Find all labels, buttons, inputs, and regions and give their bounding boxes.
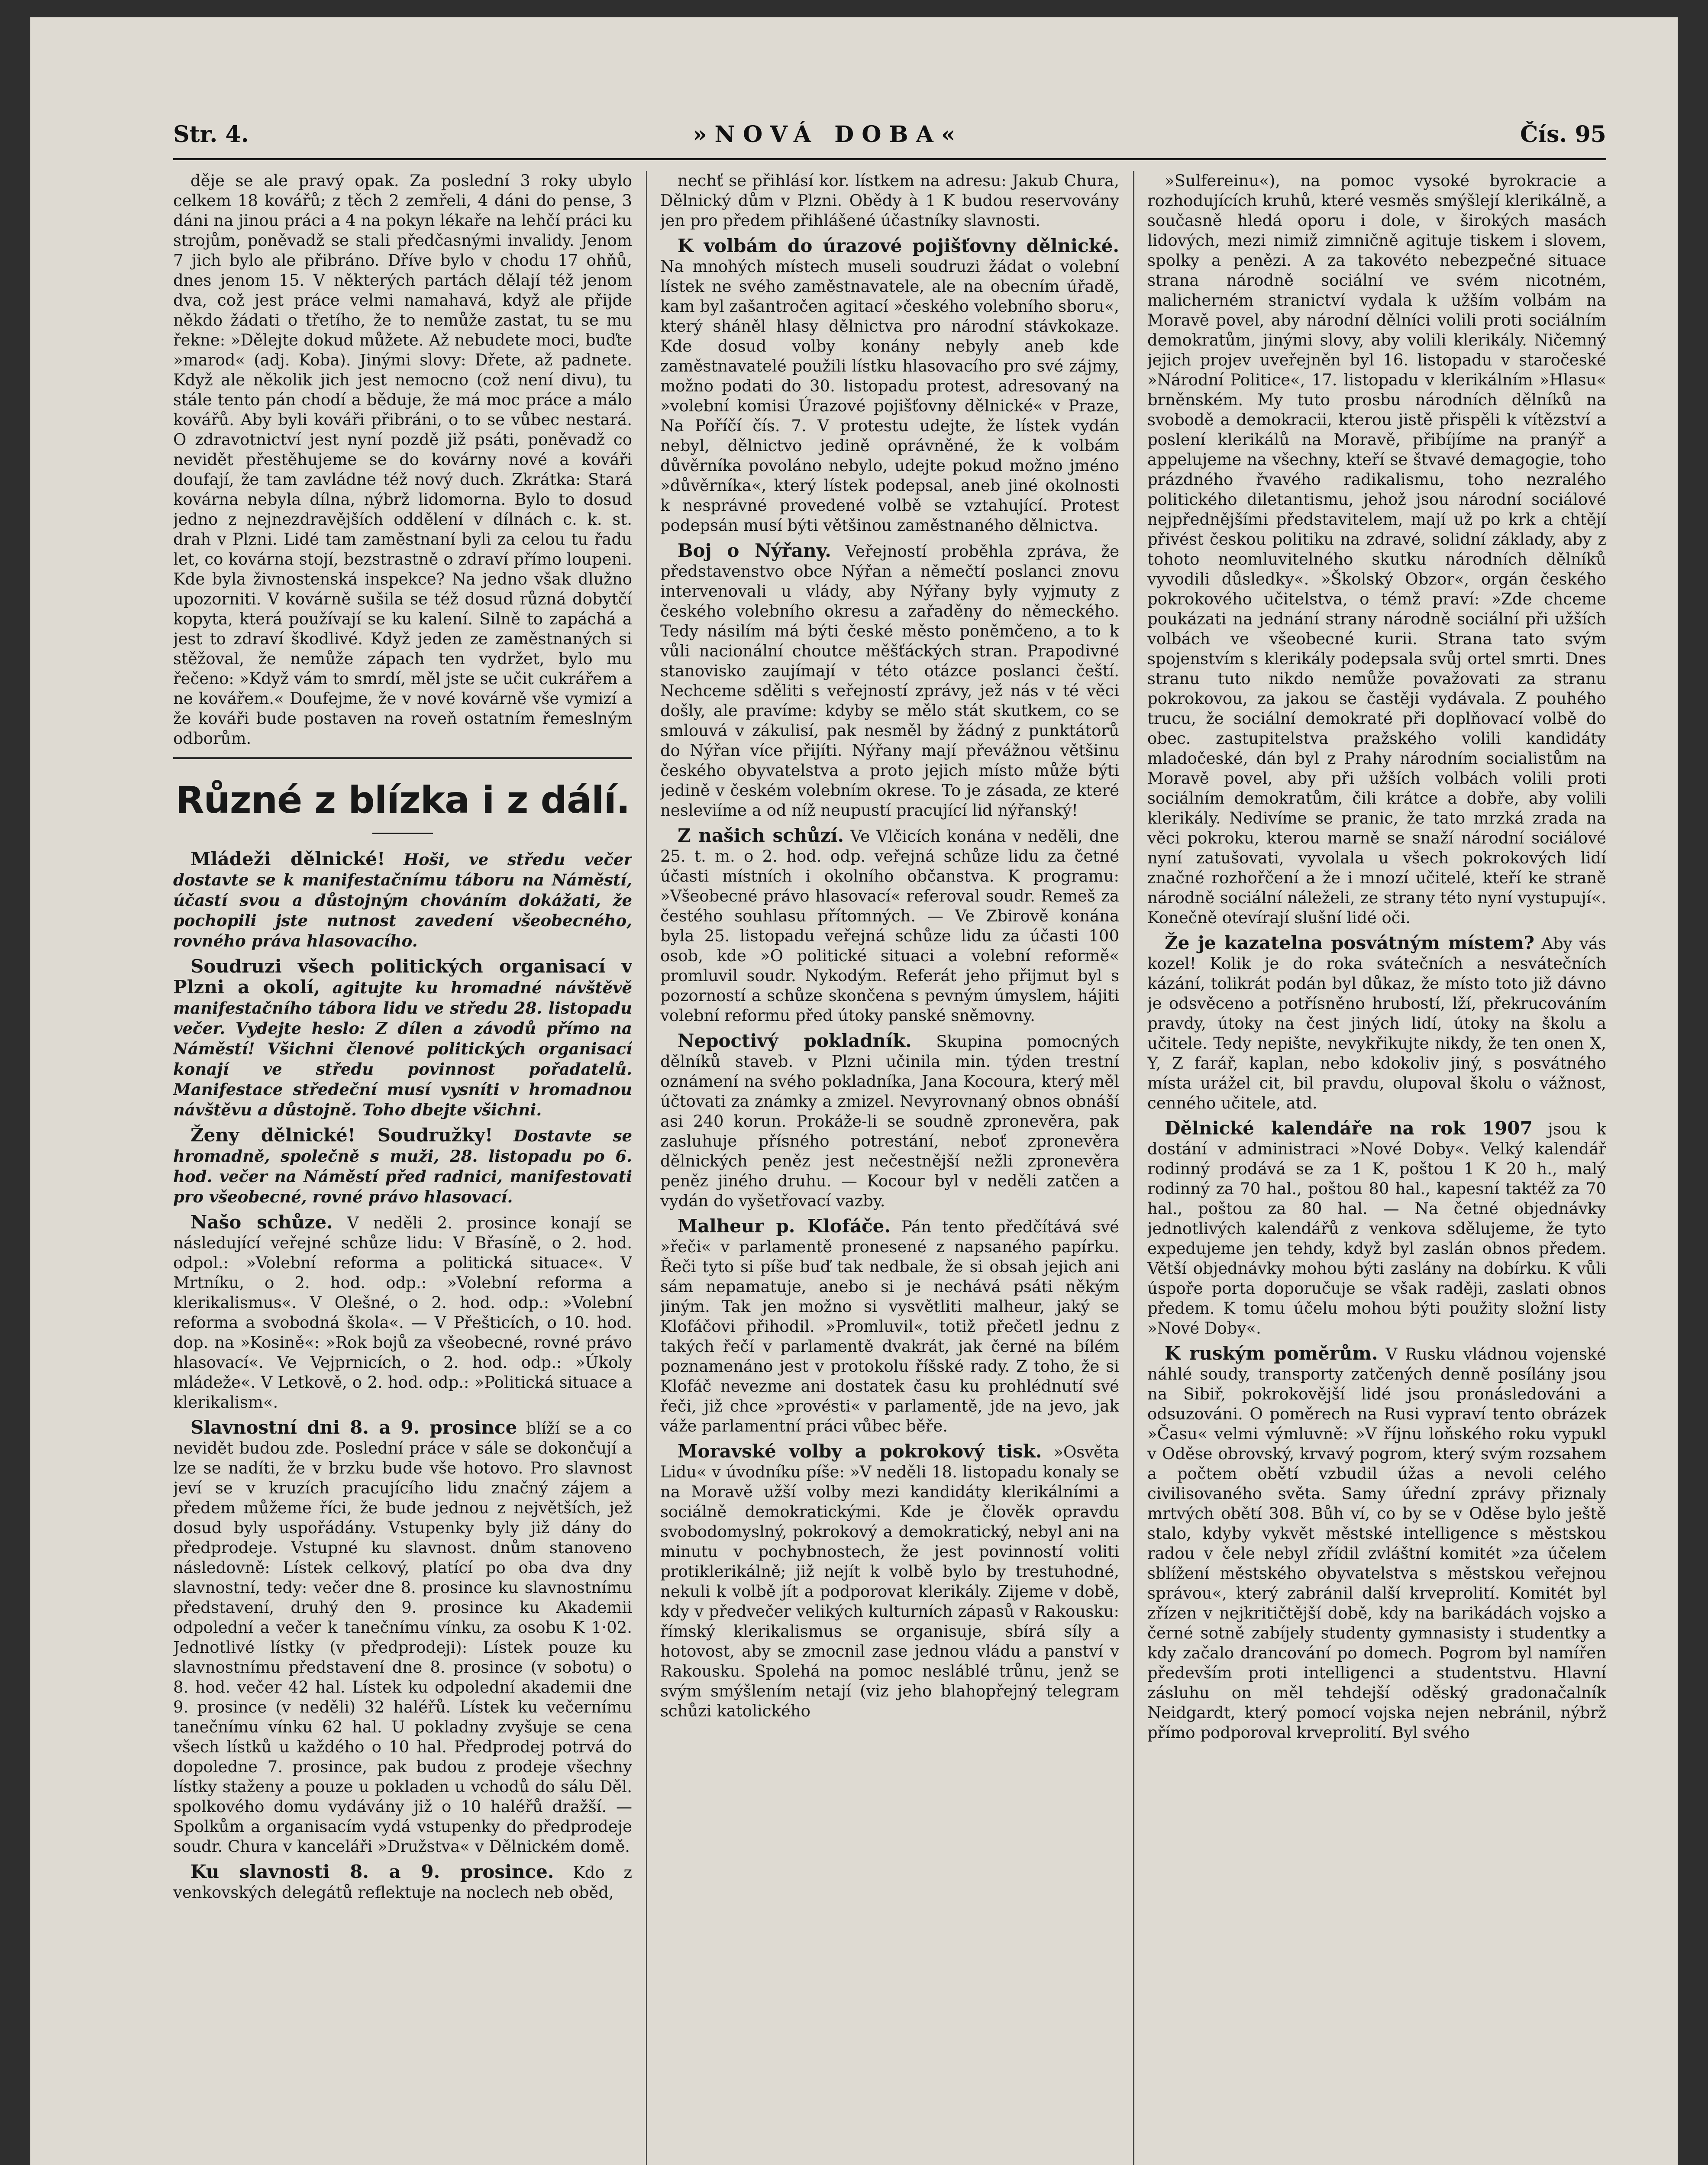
- news-item: [1147, 933, 1606, 1113]
- news-item: [173, 1212, 632, 1412]
- news-item: [1147, 1344, 1606, 1743]
- column-1: [173, 171, 632, 2165]
- news-heading: Malheur p. Klofáče.: [678, 1215, 891, 1237]
- page-number: Str. 4.: [173, 121, 249, 148]
- news-item: [660, 1031, 1119, 1211]
- news-text: »Osvěta Lidu« v úvodníku píše: »V neděli 18. listopadu konaly se na Moravě užší volby mezi kandidáty klerikálními a sociálně demokratickými. Kde je člověk opravdu svobodomyslný, pokrokový a demokratický, nebyl ani na minutu v pochybnostech, že jest povinností voliti protiklerikálně; již nejít k volbě bylo by trestuhodné, nekuli k volbě jít a podporovat klerikály. Zijeme v době, kdy v předvečer velikých kulturních zápasů v Rakousku: římský klerikalismus se organisuje, sbírá síly a hotovost, aby se zmocnil zase jednou vládu a panství v Rakousku. Spolehá na pomoc nesláblé trůnu, jenž se svým smýšlením netají (viz jeho blahopřejný telegram schůzi katolického: [660, 1443, 1119, 1720]
- news-item: [660, 541, 1119, 821]
- news-heading: Že je kazatelna posvátným místem?: [1165, 932, 1535, 953]
- news-text: Ve Vlčicích konána v neděli, dne 25. t. m. o 2. hod. odp. veřejná schůze lidu za četné účasti místních i okolního občanstva. K programu: »Všeobecné právo hlasovací« referoval soudr. Remeš za čestého souhlasu přítomných. — Ve Zbirově konána byla 25. listopadu veřejná schůze lidu za účasti 100 osob, kde »O politické situaci a volební reformě« promluvil soudr. Nykodým. Referát jeho přijmut byl s pozorností a schůze skončena s pevným úmyslem, hájiti volební reformu před útoky panské sněmovny.: [660, 827, 1119, 1025]
- column-3: [1147, 171, 1606, 2165]
- news-heading: K ruským poměrům.: [1165, 1343, 1378, 1364]
- news-item: [660, 826, 1119, 1026]
- page-content: [173, 121, 1606, 2165]
- news-item: [1147, 1118, 1606, 1338]
- issue-number: Čís. 95: [1520, 121, 1606, 148]
- news-heading: Soudruzi všech politických organisací v Plzni a okolí,: [173, 956, 632, 998]
- news-heading: Mládeži dělnické!: [190, 848, 385, 869]
- news-item: [660, 1216, 1119, 1436]
- news-item: [173, 1418, 632, 1857]
- news-item: [173, 956, 632, 1120]
- news-heading: Slavnostní dni 8. a 9. prosince: [190, 1417, 517, 1438]
- news-item: [660, 236, 1119, 536]
- news-heading: Ženy dělnické! Soudružky!: [190, 1125, 493, 1146]
- page-header: [173, 121, 1606, 152]
- news-heading: Nepoctivý pokladník.: [678, 1030, 912, 1051]
- news-heading: Ku slavnosti 8. a 9. prosince.: [190, 1861, 554, 1882]
- article-paragraph: nechť se přihlásí kor. lístkem na adresu: Jakub Chura, Dělnický dům v Plzni. Obědy à 1 K budou reservovány jen pro předem přihlášené účastníky slavnosti.: [660, 171, 1119, 230]
- news-text: jsou k dostání v administraci »Nové Doby«. Velký kalendář rodinný prodává se za 1 K, poštou 1 K 20 h., malý rodinný za 70 hal., poštou 80 hal., kapesní taktéž za 70 hal., poštou za 80 hal. — Na četné objednávky jednotlivých kalendářů z venkova sdělujeme, že tyto expedujeme jen tehdy, když byl zaslán obnos předem. Větší objednávky mohou býti zaslány na dobírku. K vůli úspoře porta doporučuje se však raději, zaslati obnos předem. K tomu účelu mohou býti použity složní listy »Nové Doby«.: [1147, 1120, 1606, 1338]
- column-divider: [646, 171, 647, 2165]
- news-item: [173, 1125, 632, 1207]
- news-text: Skupina pomocných dělníků staveb. v Plzni učinila min. týden trestní oznámení na svého pokladníka, Jana Kocoura, který měl účtovati za známky a zmizel. Nevyrovnaný obnos obnáší asi 240 korun. Prokáže-li se soudně zpronevěra, pak zasluhuje přísného potrestání, neboť zpronevěra dělnických peněz jest nečestnější nežli zpronevěra peněz jiného druhu. — Kocour byl v neděli zatčen a vydán do vyšetřovací vazby.: [660, 1032, 1119, 1210]
- news-text: Veřejností proběhla zpráva, že představenstvo obce Nýřan a němečtí poslanci znovu intervenovali u vlády, aby Nýřany byly vyjmuty z českého volebního okresu a zařaděny do německého. Tedy násilím má býti české město poněmčeno, a to k vůli nacionální choutce měšťáckých stran. Prapodivné stanovisko zaujímají v této otázce poslanci čeští. Nechceme sděliti s veřejností zprávy, jež nás v té věci došly, ale pravíme: kdyby se mělo stát skutkem, co se smlouvá v zákulisí, pak nesměl by žádný z punktátorů do Nýřan více přijíti. Nýřany mají převážnou většinu českého obyvatelstva a proto jejich místo může býti jedině v českém volebním okrese. To je zásada, ze které nesleviíme a od níž neupustí pracující lid nýřanský!: [660, 542, 1119, 820]
- article-paragraph: děje se ale pravý opak. Za poslední 3 roky ubylo celkem 18 kovářů; z těch 2 zemřeli, 4 dáni do pense, 3 dáni na jinou práci a 4 na pokyn lékaře na lehčí práci ku strojům, poněvadž se stali předčasnými invalidy. Jenom 7 jich bylo ale přibráno. Dříve bylo v chodu 17 ohňů, dnes jenom 15. V některých partách dělají též jenom dva, což jest práce velmi namahavá, když ale přijde někdo žádati o třetího, že to nemůže zastat, tu se mu řekne: »Dělejte dokud můžete. Až nebudete moci, buďte »marod« (adj. Koba). Jinými slovy: Dřete, až padnete. Když ale několik jich jest nemocno (což není divu), tu stále tento pán chodí a běduje, že má moc práce a málo kovářů. Aby byli kováři přibráni, o to se vůbec nestará. O zdravotnictví jest nyní pozdě již psáti, poněvadž co nevidět přestěhujeme se do kovárny nové a kováři doufají, že tam zavládne též nový duch. Zkrátka: Stará kovárna nebyla dílna, nýbrž lidomorna. Bylo to dosud jedno z nejnezdravějších oddělení v dílnách c. k. st. drah v Plzni. Lidé tam zaměstnaní byli za celou tu řadu let, co kovárna stojí, bezstrastně o zdraví přímo loupeni. Kde byla živnostenská inspekce? Na jedno však dlužno upozorniti. V kovárně sušila se též dosud různá dobytčí kopyta, která používají se ku kalení. Silně to zapáchá a jest to zdraví škodlivé. Když jeden ze zaměstnaných si stěžoval, že nemůže zápach ten vydržet, bylo mu řečeno: »Když vám to smrdí, měl jste se učit cukrářem a ne kovářem.« Doufejme, že v nové kovárně vše vymizí a že kováři bude postaven na roveň ostatním řemeslným odborům.: [173, 171, 632, 748]
- news-heading: Moravské volby a pokrokový tisk.: [678, 1441, 1042, 1462]
- news-item: [660, 1441, 1119, 1721]
- news-text: Kdo z venkovských delegátů reflektuje na noclech neb oběd,: [173, 1863, 632, 1902]
- column-2: [660, 171, 1119, 2165]
- news-text: blíží se a co nevidět budou zde. Poslední práce v sále se dokončují a lze se nadíti, že v brzku bude vše hotovo. Pro slavnost jeví se v kruzích pracujícího lidu značný zájem a předem můžeme říci, že bude jednou z největších, jež dosud byly uspořádány. Vstupenky byly již dány do předprodeje. Vstupné ku slavnost. dnům stanoveno následovně: Lístek celkový, platící po oba dva dny slavnostní, tedy: večer dne 8. prosince ku slavnostnímu představení, druhý den 9. prosince ku Akademii odpolední a večer k tanečnímu vínku, za osobu K 1·02. Jednotlivé lístky (v předprodeji): Lístek pouze ku slavnostnímu představení dne 8. prosince (v sobotu) o 8. hod. večer 42 hal. Lístek ku odpolední akademii dne 9. prosince (v neděli) 32 haléřů. Lístek ku večernímu tanečnímu vínku 62 hal. U pokladny zvyšuje se cena všech lístků u každého o 10 hal. Předprodej potrvá do dopoledne 7. prosince, pak budou z prodeje všechny lístky staženy a pouze u pokladen u vchodů do sálu Děl. spolkového domu vydávány již o 10 haléřů dražší. — Spolkům a organisacím vydá vstupenky do předprodeje soudr. Chura v kanceláři »Družstva« v Dělnickém domě.: [173, 1419, 632, 1856]
- news-heading: K volbám do úrazové pojišťovny dělnické.: [678, 235, 1119, 256]
- section-title: Různé z blízka i z dálí.: [175, 779, 630, 822]
- news-heading: Dělnické kalendáře na rok 1907: [1165, 1118, 1533, 1139]
- news-text: Na mnohých místech museli soudruzi žádat o volební lístek ne svého zaměstnavatele, ale na obecním úřadě, kam byl zašantročen agitací »českého volebního sboru«, který sháněl hlasy dělnictva pro národní stávkokaze. Kde dosud volby konány nebyly aneb kde zaměstnavatelé použili lístku hlasovacího pro své zájmy, možno podati do 30. listopadu protest, adresovaný na »volební komisi Úrazové pojišťovny dělnické« v Praze, Na Poříčí čís. 7. V protestu udejte, že lístek vydán nebyl, dělnictvo jedině oprávněné, že k volbám důvěrníka povoláno nebylo, udejte pokud možno jméno »důvěrníka«, který lístek podepsal, aneb jiné okolnosti k nesprávné provedené volbě se vztahující. Protest podepsán musí býti většinou zaměstnaného dělnictva.: [660, 257, 1119, 535]
- newspaper-title: »NOVÁ DOBA«: [693, 121, 963, 148]
- news-text: Pán tento předčítává své »řeči« v parlamentě pronesené z napsaného papírku. Řeči tyto si píše buď tak nedbale, že si obsah jejich ani sám nepamatuje, anebo si je nechává psáti někým jiným. Tak jen možno si vysvětliti malheur, jaký se Klofáčovi přihodil. »Promluvil«, totiž přečetl jednu z takých řečí v parlamentě dvakrát, jak černé na bílém poznamenáno jest v protokolu říšské rady. Z toho, že si Klofáč nevezme ani dostatek času ku prohlédnutí své řeči, již chce »provésti« v parlamentě, jde na jevo, jak váže parlamentní práci vůbec běře.: [660, 1218, 1119, 1435]
- article-separator: [173, 757, 632, 759]
- news-item: [173, 849, 632, 951]
- news-text: V Rusku vládnou vojenské náhlé soudy, transporty zatčených denně posílány jsou na Sibiř, pokrokovější lidé jsou pronásledováni a odsuzováni. O poměrech na Rusi vypraví tento obrázek »Času« velmi výmluvně: »V říjnu loňského roku vypukl v Oděse obrovský, krvavý pogrom, který svým rozsahem a počtem obětí vzbudil úžas a nevoli celého civilisovaného světa. Samy úřední zprávy přiznaly mrtvých obětí 308. Bůh ví, co by se v Oděse bylo ještě stalo, kdyby vykvět městské intelligence s městskou radou v čele nebyl zřídil zvláštní komitét »za účelem sblížení městského obyvatelstva s městskou veřejnou správou«, který zabránil další krveprolití. Komitét byl zřízen v nejkritičtější době, kdy na barikádách vojsko a černé sotně zabíjely studenty gymnasisty i studentky a kdy začalo drancování po domech. Pogrom byl namířen především proti intelligenci a studentstvu. Hlavní zásluhu on měl tehdejší oděský gradonačalník Neidgardt, který pomocí vojska nejen nebránil, nýbrž přímo podporoval krveprolití. Byl svého: [1147, 1345, 1606, 1742]
- news-text: Hoši, ve středu večer dostavte se k manifestačnímu táboru na Náměstí, účastí svou a důstojným chováním dokážati, že pochopili jste nutnost zavedení všeobecného, rovného práva hlasovacího.: [173, 850, 632, 950]
- section-rule: [372, 833, 433, 834]
- news-text: V neděli 2. prosince konají se následující veřejné schůze lidu: V Břasíně, o 2. hod. odpol.: »Volební reforma a politická situace«. V Mrtníku, o 2. hod. odp.: »Volební reforma a klerikalismus«. V Olešné, o 2. hod. odp.: »Volební reforma a svobodná škola«. — V Přešticích, o 10. hod. dop. na »Kosině«: »Rok bojů za všeobecné, rovné právo hlasovací«. Ve Vejprnicích, o 2. hod. odp.: »Úkoly mládeže«. V Letkově, o 2. hod. odp.: »Politická situace a klerikalism«.: [173, 1214, 632, 1412]
- news-text: Dostavte se hromadně, společně s muži, 28. listopadu po 6. hod. večer na Náměstí před radnici, manifestovati pro všeobecné, rovné právo hlasovací.: [173, 1126, 632, 1206]
- column-divider: [1133, 171, 1134, 2165]
- news-item: [173, 1862, 632, 1903]
- news-text: agitujte ku hromadné návštěvě manifestačního tábora lidu ve středu 28. listopadu večer. Vydejte heslo: Z dílen a závodů přímo na Náměstí! Všichni členové politických organisací konají ve středu povinnost pořadatelů. Manifestace středeční musí vysníti v hromadnou návštěvu a důstojně. Toho dbejte všichni.: [173, 978, 632, 1119]
- news-heading: Boj o Nýřany.: [678, 540, 831, 561]
- article-paragraph: »Sulfereinu«), na pomoc vysoké byrokracie a rozhodujících kruhů, které vesměs smýšlejí klerikálně, a současně hledá oporu i dole, v širokých masách lidových, mezi nimiž zimničně agituje tiskem i slovem, spolky a penězi. A za takovéto nebezpečné situace strana národně sociální ve svém nicotném, malicherném stranictví vydala k užším volbám na Moravě povel, aby národní dělníci volili proti sociálním demokratům, jinými slovy, aby volili klerikály. Ničemný jejich projev uveřejněn byl 16. listopadu v staročeské »Národní Politice«, 17. listopadu v klerikálním »Hlasu« brněnském. My tuto prosbu národních dělníků na svobodě a demokracii, kterou jistě přispěli k vítězství a poslení klerikálů na Moravě, přibíjíme na pranýř a appelujeme na všechny, kteří se štvavé demagogie, toho prázdného řvavého radikalismu, toho nezralého politického diletantismu, jehož jsou národní sociálové nejpřednějšími představitelem, mají už po krk a chtějí přivést českou politiku na zdravé, solidní základy, aby z tohoto neomluvitelného skutku národních dělníků vyvodili důsledky«. »Školský Obzor«, orgán českého pokrokového učitelstva, o témž praví: »Zde chceme poukázati na jednání strany národně sociální při užších volbách ve všeobecné kurii. Strana tato svým spojenstvím s klerikály podepsala svůj ortel smrti. Dnes stranu tuto nikdo nemůže považovati za stranu pokrokovou, za jakou se častěji vydávala. Z pouhého trucu, že sociální demokraté při doplňovací volbě do obec. zastupitelstva pražského volili kandidáty mladočeské, dán byl z Prahy národním socialistům na Moravě povel, aby při užších volbách volili proti sociálním demokratům, čili krátce a dobře, aby volili klerikály. Nedivíme se pranic, že tato mrzká zrada na věci pokroku, kterou marně se snaží národní sociálové nyní zatušovati, vyvolala u všech pokrokových lidí značné rozhořčení a že i mnozí učitelé, kteří ke straně národně sociální náleželi, ze strany této nyní vystupují«. Konečně otevírají slušní lidé oči.: [1147, 171, 1606, 927]
- news-heading: Našo schůze.: [190, 1212, 333, 1233]
- news-text: Aby vás kozel! Kolik je do roka svátečních a nesvátečních kázání, tolikrát podán byl důkaz, že místo toto již dávno je odsvěceno a potřísněno hrubostí, lží, překrucováním pravdy, útoky na čest jiných lidí, útoky na školu a učitele. Tedy nepište, nevykřikujte nikdy, že ten onen X, Y, Z farář, kaplan, nebo kdokoliv jiný, s posvátného místa urážel cit, bil pravdu, olupoval školu o vážnost, cenného učitele, atd.: [1147, 934, 1606, 1112]
- news-heading: Z našich schůzí.: [678, 825, 844, 846]
- newspaper-page: [30, 17, 1678, 2165]
- header-rule: [173, 158, 1606, 160]
